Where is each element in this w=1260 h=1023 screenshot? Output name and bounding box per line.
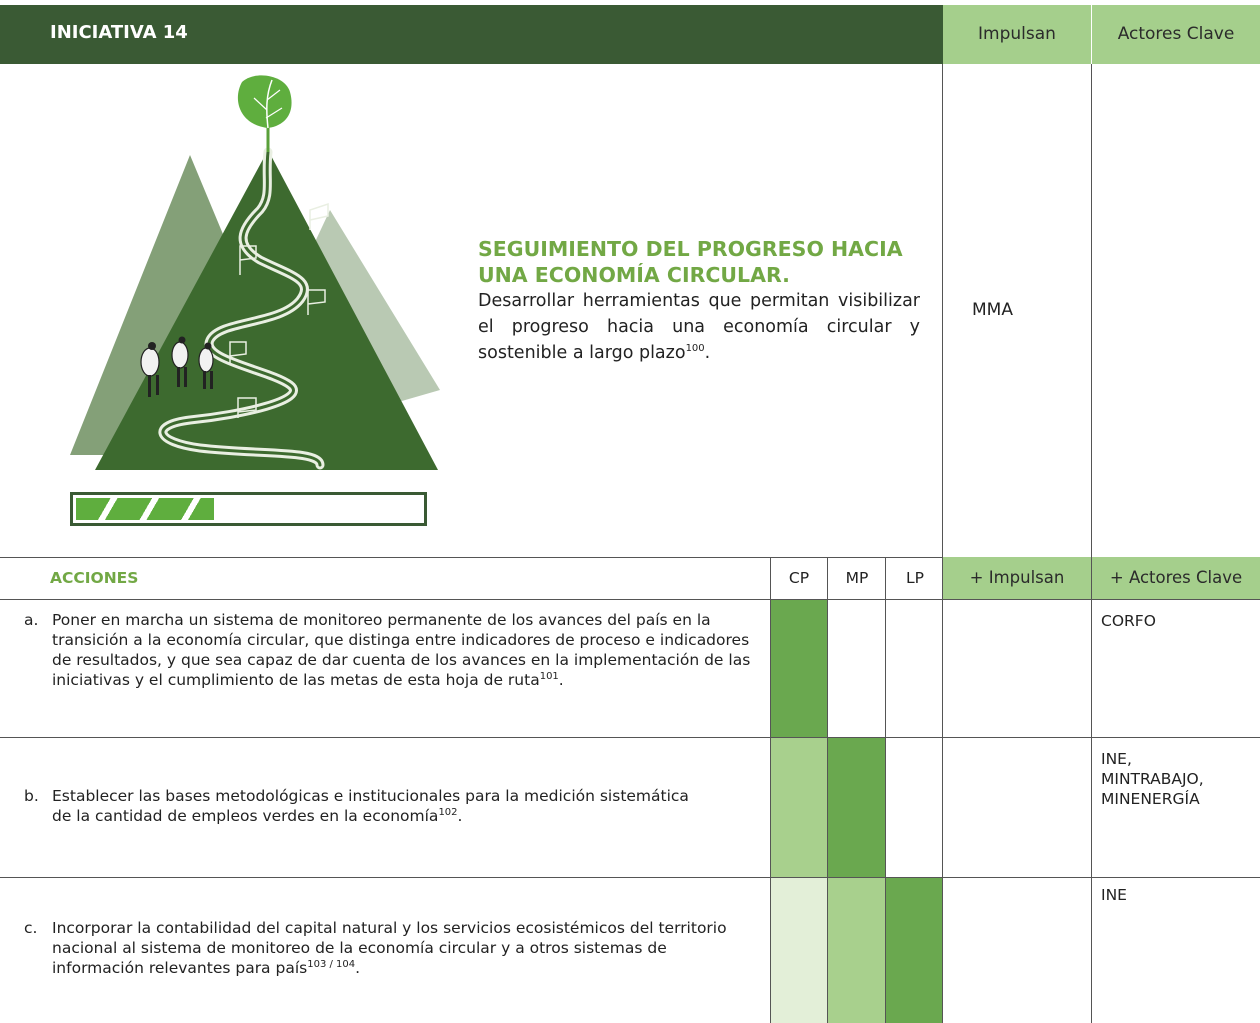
plus-impulsan-header: + Impulsan (943, 557, 1091, 599)
acciones-label: ACCIONES (50, 569, 139, 587)
action-text: Incorporar la contabilidad del capital natural y los servicios ecosistémicos del territorio nacional al sistema de monitoreo de la economía circular y a otros sistemas de información relevantes para país (52, 919, 727, 977)
action-text: Establecer las bases metodológicas e institucionales para la medición sistemática de la cantidad de empleos verdes en la economía (52, 787, 689, 825)
footnote-ref: 100 (685, 343, 705, 355)
divider (0, 599, 1260, 600)
initiative-title: INICIATIVA 14 (0, 5, 943, 64)
divider (1091, 557, 1092, 1023)
impulsan-header: Impulsan (943, 5, 1091, 64)
progress-bar (70, 492, 427, 526)
divider (1091, 64, 1092, 557)
heading-line-1: SEGUIMIENTO DEL PROGRESO HACIA (478, 237, 903, 261)
heading-line-2: UNA ECONOMÍA CIRCULAR. (478, 263, 790, 287)
divider (0, 737, 1260, 738)
divider (0, 877, 1260, 878)
action-text: Poner en marcha un sistema de monitoreo permanente de los avances del país en la transición a la economía circular, que distinga entre indicadores de proceso e indicadores de resultados, y que sea capaz de dar cuenta de los avances en la implementación de las iniciativas y el cumplimiento de las metas de esta hoja de ruta (52, 611, 751, 689)
cp-header: CP (788, 569, 810, 587)
action-letter: c. (24, 919, 38, 937)
mountain-illustration (60, 70, 460, 540)
cp-cell-b (771, 738, 827, 877)
initiative-description (478, 236, 920, 366)
action-item: b. Establecer las bases metodológicas e institucionales para la medición sistemática de la cantidad de empleos verdes en la economía$^{102}$. (24, 787, 689, 825)
footnote-ref: 103 / 104 (307, 958, 356, 970)
mp-header: MP (845, 569, 869, 587)
initiative-body: Desarrollar herramientas que permitan visibilizar el progreso hacia una economía circular y sostenible a largo plazo$^{100}$. (478, 291, 920, 363)
actores-value: CORFO (1101, 612, 1156, 630)
impulsa-value: MMA (972, 300, 1013, 320)
mp-cell-b (828, 738, 885, 877)
footnote-ref: 102 (438, 806, 458, 818)
action-item: a. Poner en marcha un sistema de monitoreo permanente de los avances del país en la transición a la economía circular, que distinga entre indicadores de proceso e indicadores de resultados, y que sea capaz de dar cuenta de los avances en la implementación de las iniciativas y el cumplimiento de las metas de esta hoja de ruta$^{101}$. (24, 611, 751, 689)
initiative-heading (478, 236, 920, 288)
action-letter: b. (24, 787, 39, 805)
mp-cell-c (828, 878, 885, 1023)
body-text: Desarrollar herramientas que permitan visibilizar el progreso hacia una economía circular y sostenible a largo plazo (478, 291, 920, 363)
actores-clave-header: Actores Clave (1091, 5, 1260, 64)
lp-cell-c (886, 878, 942, 1023)
progress-fill (76, 498, 214, 520)
lp-header: LP (906, 569, 924, 587)
action-letter: a. (24, 611, 39, 629)
plus-actores-header: + Actores Clave (1092, 557, 1260, 599)
divider (942, 557, 943, 1023)
actores-value: INE (1101, 886, 1127, 904)
cp-cell-a (771, 600, 827, 737)
cp-cell-c (771, 878, 827, 1023)
divider (942, 64, 943, 557)
footnote-ref: 101 (539, 670, 559, 682)
action-item: c. Incorporar la contabilidad del capital natural y los servicios ecosistémicos del territorio nacional al sistema de monitoreo de la economía circular y a otros sistemas de información relevantes para país$^{103 / 104}$. (24, 919, 727, 977)
actores-value: INE, MINTRABAJO, MINENERGÍA (1101, 750, 1204, 808)
